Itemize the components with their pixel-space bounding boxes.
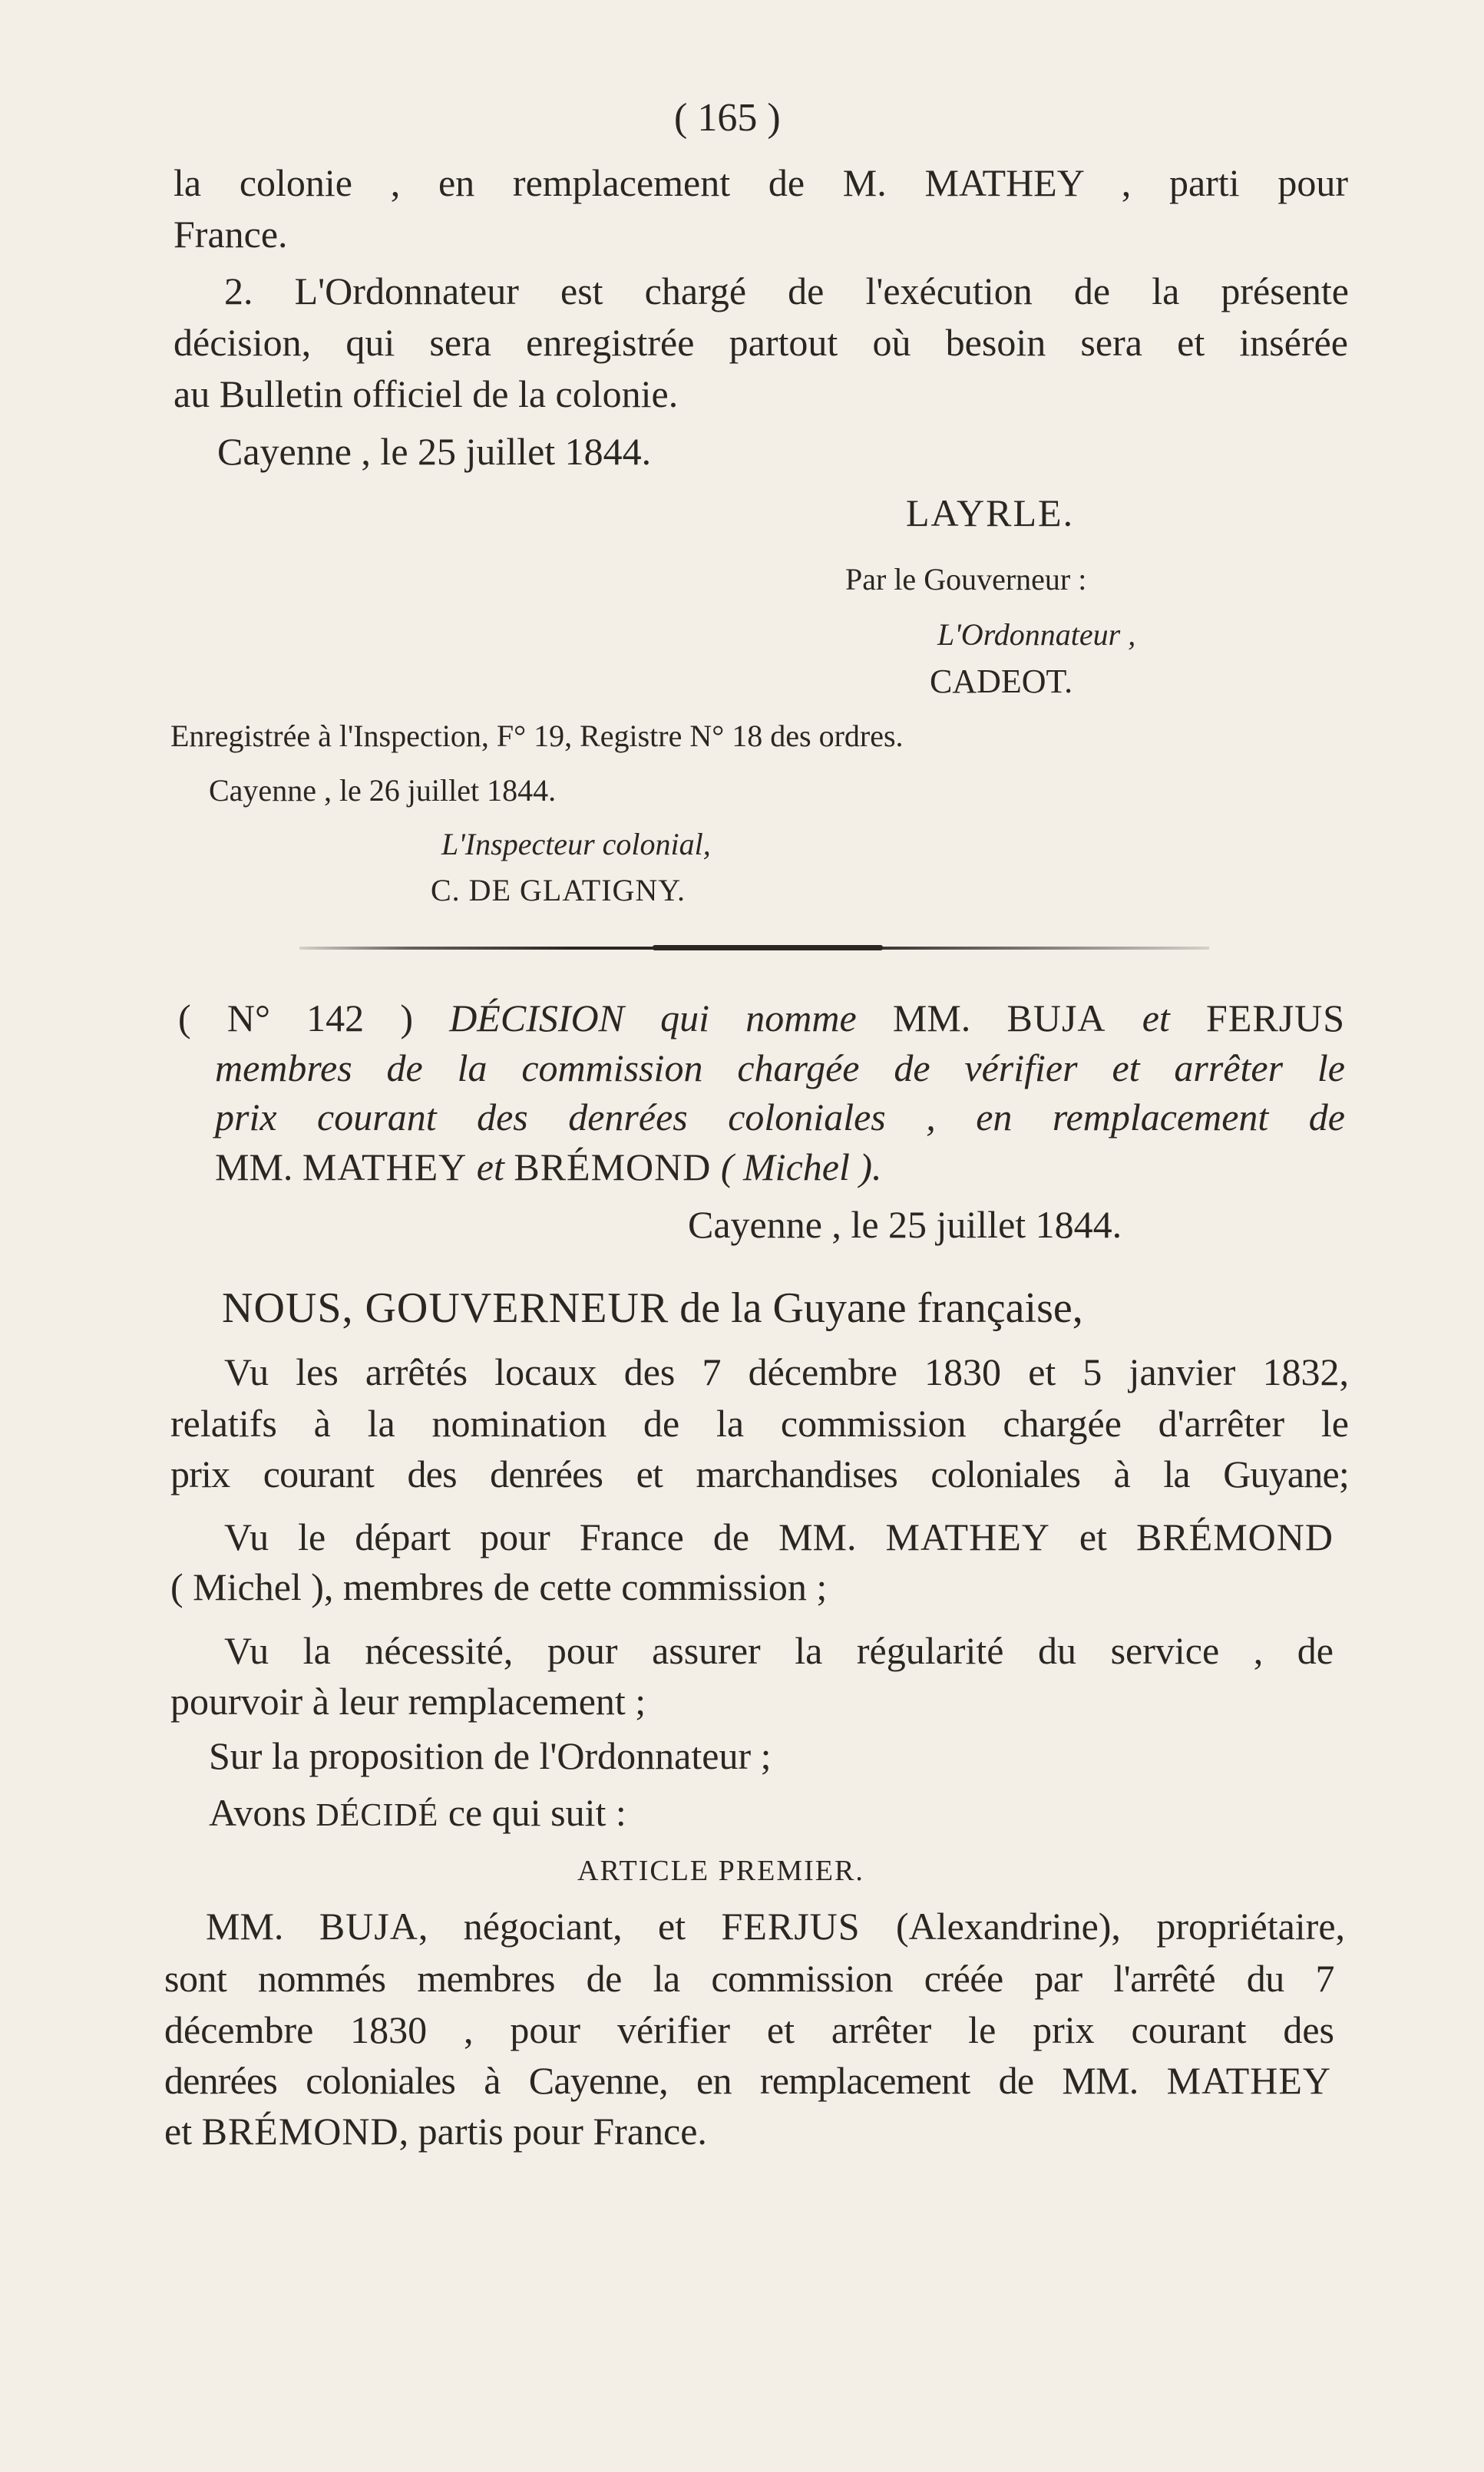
preamble-vu2-text: Vu le départ pour France de MM. — [224, 1515, 857, 1558]
preamble-vu2-line-2: ( Michel ), membres de cette commission ; — [170, 1565, 828, 1608]
decision-date: Cayenne , le 25 juillet 1844. — [688, 1203, 1122, 1246]
preamble-vu2-bremond: BRÉMOND — [1135, 1515, 1334, 1558]
article-premier-line-3: décembre 1830 , pour vérifier et arrêter le prix courant des — [164, 2008, 1334, 2051]
decision-number: ( N° 142 ) — [178, 996, 413, 1039]
continuation-text: la colonie , en remplacement de M. MATHEY , parti pour — [174, 161, 1348, 204]
date-line-1: Cayenne , le 25 juillet 1844. — [217, 430, 652, 473]
decision-l4-michel: ( Michel ). — [720, 1145, 882, 1188]
article-premier-line-1 — [206, 1905, 1346, 1948]
signature-par: Par le Gouverneur : — [845, 562, 1087, 597]
preamble-vu1-line-3: prix courant des denrées et marchandises coloniales à la Guyane; — [170, 1452, 1349, 1495]
registration-signer: C. DE GLATIGNY. — [431, 873, 686, 907]
preamble-vu1-line-1: Vu les arrêtés locaux des 7 décembre 1830 et 5 janvier 1832, — [224, 1350, 1349, 1393]
article-premier-line-5 — [164, 2110, 707, 2153]
ap-rest: (Alexandrine), propriétaire, — [896, 1905, 1346, 1948]
ap-mm: MM. — [206, 1905, 284, 1948]
preamble-vu2-et: et — [1079, 1515, 1107, 1558]
preamble-vu3-line-2: pourvoir à leur remplacement ; — [170, 1680, 646, 1723]
preamble-vu1-line-2: relatifs à la nomination de la commission chargée d'arrêter le — [170, 1402, 1349, 1445]
continuation-line-2: France. — [174, 213, 288, 256]
decision-l4-et: et — [476, 1145, 504, 1188]
decision-mm: MM. — [892, 996, 971, 1039]
ap-l5-rest: , partis pour France. — [398, 2110, 707, 2153]
decision-name-ferjus: FERJUS — [1206, 996, 1346, 1039]
decision-keyword: DÉCISION — [449, 996, 624, 1039]
registration-title: L'Inspecteur colonial, — [441, 827, 711, 861]
article-premier-line-4 — [164, 2061, 1331, 2100]
decision-header-line-3: prix courant des denrées coloniales , en remplacement de — [215, 1096, 1345, 1139]
decision-header-line-1 — [178, 996, 1346, 1039]
decision-name-buja: BUJA — [1006, 996, 1106, 1039]
preamble-decide: DÉCIDÉ — [316, 1798, 439, 1833]
article-2-line-1: 2. L'Ordonnateur est chargé de l'exécution de la présente — [224, 269, 1349, 312]
article-premier-heading: ARTICLE PREMIER. — [577, 1855, 864, 1887]
article-premier-line-2: sont nommés membres de la commission créée par l'arrêté du 7 — [164, 1957, 1334, 2000]
registration-line-2: Cayenne , le 26 juillet 1844. — [209, 773, 557, 808]
preamble-vu2-mathey: MATHEY — [885, 1515, 1050, 1558]
decision-l4-bremond: BRÉMOND — [514, 1145, 712, 1188]
preamble-nous-gouverneur: NOUS, GOUVERNEUR — [222, 1284, 669, 1332]
signature-signer: CADEOT. — [930, 663, 1073, 700]
section-divider — [299, 947, 1209, 950]
decision-l4-mathey: MATHEY — [302, 1145, 468, 1188]
signature-name: LAYRLE. — [906, 491, 1075, 534]
ap-l4-mathey: MATHEY — [1166, 2059, 1331, 2102]
decision-et: et — [1142, 996, 1170, 1039]
article-2-line-3: au Bulletin officiel de la colonie. — [174, 372, 679, 415]
preamble-nous-rest: de la Guyane française, — [679, 1284, 1083, 1332]
decision-qui-nomme: qui nomme — [660, 996, 857, 1039]
continuation-line-1 — [174, 161, 1348, 204]
preamble-vu3-line-1: Vu la nécessité, pour assurer la régularité du service , de — [224, 1629, 1334, 1672]
preamble-vu2-line-1 — [224, 1515, 1334, 1558]
ap-ferjus: FERJUS — [721, 1905, 861, 1948]
preamble-sur: Sur la proposition de l'Ordonnateur ; — [209, 1734, 772, 1777]
ap-l5-et: et — [164, 2110, 193, 2153]
ap-l5-bremond: BRÉMOND — [201, 2110, 399, 2153]
decision-header-line-4 — [215, 1145, 882, 1188]
signature-title: L'Ordonnateur , — [937, 617, 1136, 652]
preamble-avons — [209, 1793, 626, 1832]
article-2-line-2: décision, qui sera enregistrée partout où besoin sera et insérée — [174, 321, 1348, 364]
preamble-nous — [222, 1284, 1083, 1332]
ap-mid: , négociant, et — [418, 1905, 686, 1948]
page-number: ( 165 ) — [674, 96, 781, 140]
ap-l4-text: denrées coloniales à Cayenne, en remplacement de MM. — [164, 2059, 1139, 2102]
ap-buja: BUJA — [319, 1905, 418, 1948]
preamble-ce-qui-suit: ce qui suit : — [448, 1791, 626, 1834]
decision-l4-mm: MM. — [215, 1145, 293, 1188]
registration-line-1: Enregistrée à l'Inspection, F° 19, Registre N° 18 des ordres. — [170, 719, 904, 753]
preamble-avons-word: Avons — [209, 1791, 306, 1834]
decision-header-line-2: membres de la commission chargée de vérifier et arrêter le — [215, 1046, 1345, 1089]
